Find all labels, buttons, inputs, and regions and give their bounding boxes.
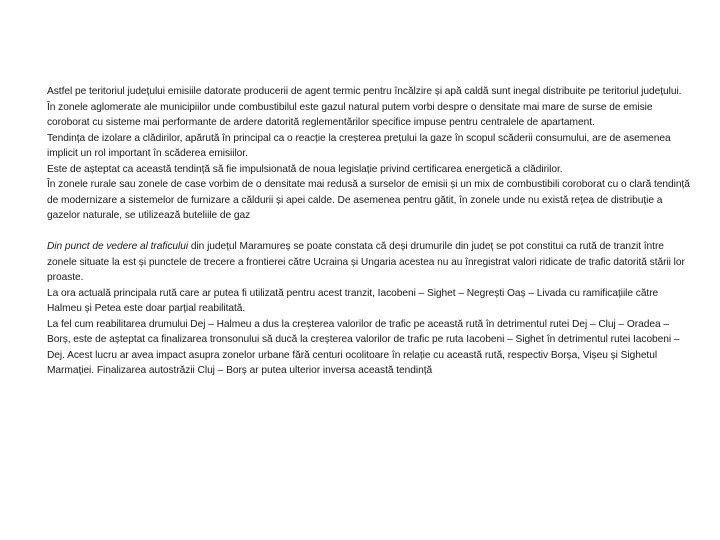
paragraph-insulation-trend: Tendința de izolare a clădirilor, apărută în principal ca o reacție la creșterea prețului la gaze în scopul scăderii consumului, are de asemenea implicit un rol important în scăderea emisiilor. xyxy=(47,132,671,159)
paragraph-rural-zones: În zonele rurale sau zonele de case vorbim de o densitate mai redusă a surselor de emisii și un mix de combustibili coroborat cu o clară tendință de modernizare a sistemelor de furnizare a căldurii și apei calde. De asemenea pentru gătit, în zonele unde nu există rețea de distribuție a gazelor naturale, se utilizează buteliile de gaz xyxy=(47,179,690,221)
paragraph-urban-zones: În zonele aglomerate ale municipiilor unde combustibilul este gazul natural putem vorbi despre o densitate mai mare de surse de emisie coroborat cu sisteme mai performante de ardere datorită reglementărilor specifice impuse pentru centralele de apartament. xyxy=(47,101,653,128)
paragraph-traffic-intro xyxy=(47,239,693,286)
traffic-lead-text: din județul Maramureș se poate constata că deși drumurile din județ se pot constitui ca rută de tranzit între zonele situate la est și punctele de trecere a frontierei către Ucraina și Ungaria acestea nu au înregistrat valori ridicate de trafic datorită stării lor proaste. xyxy=(47,241,685,283)
traffic-lead-italic: Din punct de vedere al traficului xyxy=(47,241,189,252)
paragraph-spacer xyxy=(47,224,693,240)
document-body xyxy=(47,84,693,379)
paragraph-heating-distribution: Astfel pe teritoriul județului emisiile datorate producerii de agent termic pentru încălzire și apă caldă sunt inegal distribuite pe teritoriul județului. xyxy=(47,86,682,97)
paragraph-transit-route: La ora actuală principala rută care ar putea fi utilizată pentru acest tranzit, Iacobeni – Sighet – Negrești Oaș – Livada cu ramificațiile către Halmeu și Petea este doar parțial reabilitată. xyxy=(47,287,659,314)
paragraph-energy-certification: Este de așteptat ca această tendință să fie impulsionată de noua legislație privind certificarea energetică a clădirilor. xyxy=(47,163,563,175)
paragraph-route-rehabilitation: La fel cum reabilitarea drumului Dej – Halmeu a dus la creșterea valorilor de trafic pe această rută în detrimentul rutei Dej – Cluj – Oradea – Borș, este de așteptat ca finalizarea tronsonului să ducă la creșterea valorilor de trafic pe ruta Iacobeni – Sighet în detrimentul rutei Iacobeni – Dej. Acest lucru ar avea impact asupra zonelor urbane fără centuri ocolitoare în relație cu această rută, respectiv Borșa, Vișeu și Sighetul Marmației. Finalizarea autostrăzii Cluj – Borș ar putea ulterior inversa această tendință xyxy=(47,318,680,376)
